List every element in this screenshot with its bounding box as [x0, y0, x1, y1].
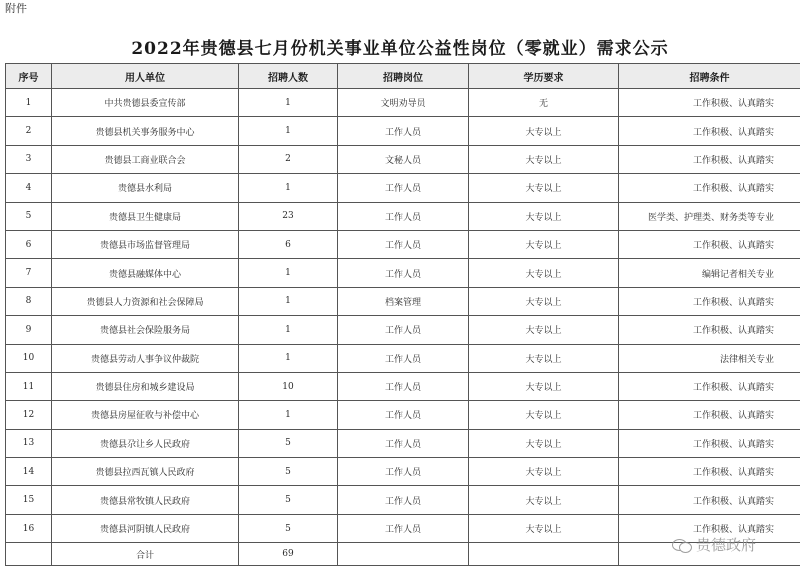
table-body: [6, 89, 800, 543]
wechat-icon: [672, 537, 692, 553]
row-post: 工作人员: [338, 174, 469, 202]
col-header-unit: 用人单位: [52, 64, 239, 89]
row-unit: 贵德县工商业联合会: [52, 145, 239, 173]
table-row: [6, 202, 800, 230]
row-unit: 贵德县住房和城乡建设局: [52, 372, 239, 400]
row-no: 16: [6, 514, 52, 542]
row-count: 10: [239, 372, 338, 400]
row-cond: 工作积极、认真踏实: [619, 230, 800, 258]
table-row: [6, 372, 800, 400]
row-unit: 贵德县劳动人事争议仲裁院: [52, 344, 239, 372]
row-cond: 工作积极、认真踏实: [619, 117, 800, 145]
col-header-cond: 招聘条件: [619, 64, 800, 89]
row-unit: 贵德县卫生健康局: [52, 202, 239, 230]
row-post: 工作人员: [338, 202, 469, 230]
total-no-cell: [6, 543, 52, 566]
row-cond: 工作积极、认真踏实: [619, 514, 800, 542]
row-no: 15: [6, 486, 52, 514]
table-row: [6, 89, 800, 117]
row-count: 5: [239, 486, 338, 514]
table-row: [6, 259, 800, 287]
row-unit: 贵德县水利局: [52, 174, 239, 202]
row-no: 14: [6, 458, 52, 486]
row-edu: 大专以上: [469, 259, 619, 287]
row-unit: 贵德县人力资源和社会保障局: [52, 287, 239, 315]
row-edu: 无: [469, 89, 619, 117]
row-cond: 工作积极、认真踏实: [619, 458, 800, 486]
table-row: [6, 145, 800, 173]
total-label: 合计: [52, 543, 239, 566]
row-count: 1: [239, 117, 338, 145]
row-no: 11: [6, 372, 52, 400]
row-post: 工作人员: [338, 458, 469, 486]
row-unit: 贵德县河阴镇人民政府: [52, 514, 239, 542]
row-count: 23: [239, 202, 338, 230]
row-count: 1: [239, 316, 338, 344]
row-post: 工作人员: [338, 372, 469, 400]
row-unit: 贵德县机关事务服务中心: [52, 117, 239, 145]
row-no: 6: [6, 230, 52, 258]
total-count: 69: [239, 543, 338, 566]
table-row: [6, 429, 800, 457]
row-cond: 工作积极、认真踏实: [619, 145, 800, 173]
row-post: 文明劝导员: [338, 89, 469, 117]
row-edu: 大专以上: [469, 401, 619, 429]
table-row: [6, 401, 800, 429]
row-no: 10: [6, 344, 52, 372]
row-edu: 大专以上: [469, 316, 619, 344]
row-unit: 贵德县社会保险服务局: [52, 316, 239, 344]
row-no: 7: [6, 259, 52, 287]
row-post: 文秘人员: [338, 145, 469, 173]
table-row: [6, 344, 800, 372]
row-edu: 大专以上: [469, 486, 619, 514]
total-edu-cell: [469, 543, 619, 566]
row-post: 工作人员: [338, 429, 469, 457]
row-edu: 大专以上: [469, 230, 619, 258]
row-count: 1: [239, 401, 338, 429]
row-post: 工作人员: [338, 514, 469, 542]
row-count: 1: [239, 89, 338, 117]
row-cond: 医学类、护理类、财务类等专业: [619, 202, 800, 230]
table-row: [6, 174, 800, 202]
row-edu: 大专以上: [469, 372, 619, 400]
row-edu: 大专以上: [469, 174, 619, 202]
col-header-count: 招聘人数: [239, 64, 338, 89]
row-edu: 大专以上: [469, 117, 619, 145]
row-post: 工作人员: [338, 486, 469, 514]
row-edu: 大专以上: [469, 344, 619, 372]
table-row: [6, 486, 800, 514]
row-unit: 贵德县市场监督管理局: [52, 230, 239, 258]
table-header-row: [6, 64, 800, 89]
col-header-edu: 学历要求: [469, 64, 619, 89]
row-no: 1: [6, 89, 52, 117]
positions-table: [5, 63, 800, 566]
row-cond: 工作积极、认真踏实: [619, 429, 800, 457]
row-cond: 工作积极、认真踏实: [619, 287, 800, 315]
row-post: 工作人员: [338, 344, 469, 372]
watermark-text: 贵德政府: [696, 536, 757, 554]
row-edu: 大专以上: [469, 202, 619, 230]
row-cond: 工作积极、认真踏实: [619, 372, 800, 400]
row-unit: 贵德县尕让乡人民政府: [52, 429, 239, 457]
col-header-post: 招聘岗位: [338, 64, 469, 89]
row-post: 档案管理: [338, 287, 469, 315]
page-title: 2022年贵德县七月份机关事业单位公益性岗位（零就业）需求公示: [131, 39, 669, 59]
col-header-no: 序号: [6, 64, 52, 89]
row-unit: 贵德县房屋征收与补偿中心: [52, 401, 239, 429]
table-row: [6, 287, 800, 315]
row-count: 1: [239, 287, 338, 315]
row-cond: 法律相关专业: [619, 344, 800, 372]
row-no: 2: [6, 117, 52, 145]
row-post: 工作人员: [338, 259, 469, 287]
attachment-label: 附件: [5, 2, 27, 15]
row-no: 4: [6, 174, 52, 202]
row-cond: 工作积极、认真踏实: [619, 486, 800, 514]
table-row: [6, 117, 800, 145]
row-count: 1: [239, 174, 338, 202]
total-post-cell: [338, 543, 469, 566]
row-edu: 大专以上: [469, 145, 619, 173]
row-post: 工作人员: [338, 401, 469, 429]
table-row: [6, 316, 800, 344]
row-count: 5: [239, 514, 338, 542]
row-cond: 工作积极、认真踏实: [619, 174, 800, 202]
row-count: 2: [239, 145, 338, 173]
row-post: 工作人员: [338, 117, 469, 145]
row-edu: 大专以上: [469, 514, 619, 542]
row-cond: 编辑记者相关专业: [619, 259, 800, 287]
row-post: 工作人员: [338, 230, 469, 258]
row-cond: 工作积极、认真踏实: [619, 89, 800, 117]
row-no: 5: [6, 202, 52, 230]
row-no: 13: [6, 429, 52, 457]
row-cond: 工作积极、认真踏实: [619, 316, 800, 344]
row-edu: 大专以上: [469, 429, 619, 457]
row-no: 9: [6, 316, 52, 344]
watermark: [672, 534, 756, 555]
row-count: 1: [239, 344, 338, 372]
row-no: 8: [6, 287, 52, 315]
row-unit: 贵德县常牧镇人民政府: [52, 486, 239, 514]
row-count: 5: [239, 429, 338, 457]
row-unit: 中共贵德县委宣传部: [52, 89, 239, 117]
row-unit: 贵德县拉西瓦镇人民政府: [52, 458, 239, 486]
table-row: [6, 230, 800, 258]
row-count: 5: [239, 458, 338, 486]
row-no: 12: [6, 401, 52, 429]
row-count: 1: [239, 259, 338, 287]
row-post: 工作人员: [338, 316, 469, 344]
row-unit: 贵德县融媒体中心: [52, 259, 239, 287]
row-edu: 大专以上: [469, 458, 619, 486]
table-row: [6, 458, 800, 486]
row-cond: 工作积极、认真踏实: [619, 401, 800, 429]
row-edu: 大专以上: [469, 287, 619, 315]
row-no: 3: [6, 145, 52, 173]
row-count: 6: [239, 230, 338, 258]
